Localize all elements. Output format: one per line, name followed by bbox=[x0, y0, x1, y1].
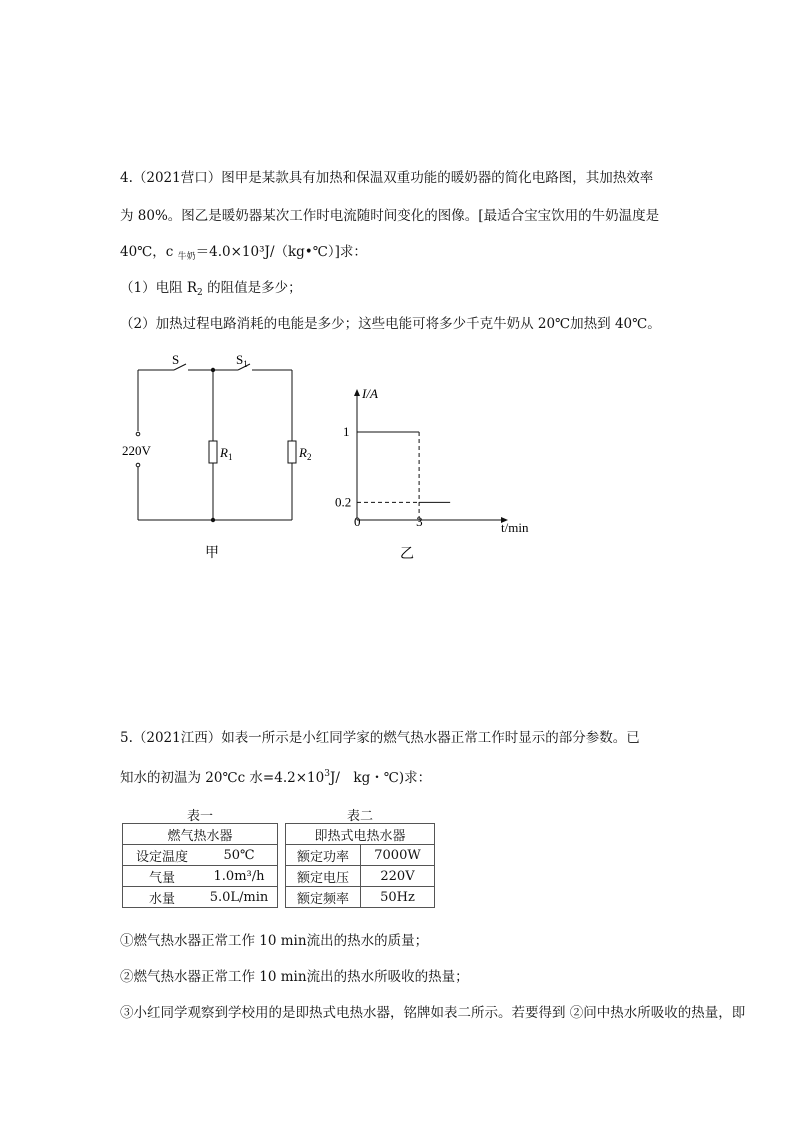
q5-line-1: 5.（2021江西）如表一所示是小红同学家的燃气热水器正常工作时显示的部分参数。已 bbox=[120, 730, 640, 746]
q5-item-1: ①燃气热水器正常工作 10 min流出的热水的质量； bbox=[120, 933, 429, 949]
q4-line-3: 40℃，c $_{牛奶}$＝4.0×10³J/（kg•℃）]求： bbox=[120, 244, 367, 262]
tick-label-y-1: 1 bbox=[343, 424, 350, 439]
junction-top bbox=[211, 368, 215, 372]
terminal-top bbox=[136, 432, 140, 436]
table-row: 额定功率 7000W bbox=[286, 845, 435, 866]
resistor-r1 bbox=[209, 441, 217, 463]
terminal-bottom bbox=[136, 463, 140, 467]
tick-label-x-3: 3 bbox=[416, 514, 423, 529]
caption-yi: 乙 bbox=[400, 547, 414, 562]
q4-item-2: （2）加热过程电路消耗的电能是多少；这些电能可将多少千克牛奶从 20℃加热到 40℃。 bbox=[120, 316, 661, 332]
label-switch-s: S bbox=[172, 352, 180, 367]
q5-line-2: 知水的初温为 20℃c 水$=4.2\times 10^3J/$ kg・℃)求： bbox=[120, 769, 432, 786]
table-2-header: 即热式电热水器 bbox=[286, 824, 435, 845]
q5-item-2: ②燃气热水器正常工作 10 min流出的热水所吸收的热量； bbox=[120, 969, 469, 985]
x-axis-label: t/min bbox=[501, 520, 529, 535]
label-r1: $R_1$ bbox=[220, 445, 233, 462]
table-1-header: 燃气热水器 bbox=[123, 824, 278, 845]
label-r2: $R_2$ bbox=[299, 445, 312, 462]
y-axis-label: I/A bbox=[362, 386, 378, 401]
table-row: 额定频率 50Hz bbox=[286, 887, 435, 908]
label-switch-s1: $S_1$ bbox=[236, 352, 248, 369]
caption-jia: 甲 bbox=[205, 546, 219, 561]
q5-item-3: ③小红同学观察到学校用的是即热式电热水器，铭牌如表二所示。若要得到 ②问中热水所吸收的热量，即 bbox=[120, 1005, 746, 1021]
junction-bottom bbox=[211, 518, 215, 522]
label-source-voltage: 220V bbox=[122, 443, 151, 458]
q4-line-2: 为 80%。图乙是暖奶器某次工作时电流随时间变化的图像。[最适合宝宝饮用的牛奶温度是 bbox=[120, 208, 660, 224]
tick-label-x-0: 0 bbox=[354, 514, 361, 529]
circuit-diagram bbox=[110, 345, 310, 570]
table-1 bbox=[122, 823, 278, 908]
q4-line-1: 4.（2021营口）图甲是某款具有加热和保温双重功能的暖奶器的简化电路图，其加热效率 bbox=[120, 170, 654, 186]
table-2 bbox=[285, 823, 435, 908]
tick-label-y-0-2: 0.2 bbox=[335, 494, 352, 510]
table-row: 设定温度 50℃ bbox=[123, 845, 278, 866]
table-row: 气量 1.0m³/h bbox=[123, 866, 278, 887]
q4-item-1: （1）电阻 $R_2$ 的阻值是多少； bbox=[120, 280, 302, 298]
resistor-r2 bbox=[288, 441, 296, 463]
table-2-caption: 表二 bbox=[346, 809, 373, 824]
table-1-caption: 表一 bbox=[186, 809, 213, 824]
table-row: 水量 5.0L/min bbox=[123, 887, 278, 908]
table-row: 额定电压 220V bbox=[286, 866, 435, 887]
current-time-graph bbox=[325, 380, 545, 570]
